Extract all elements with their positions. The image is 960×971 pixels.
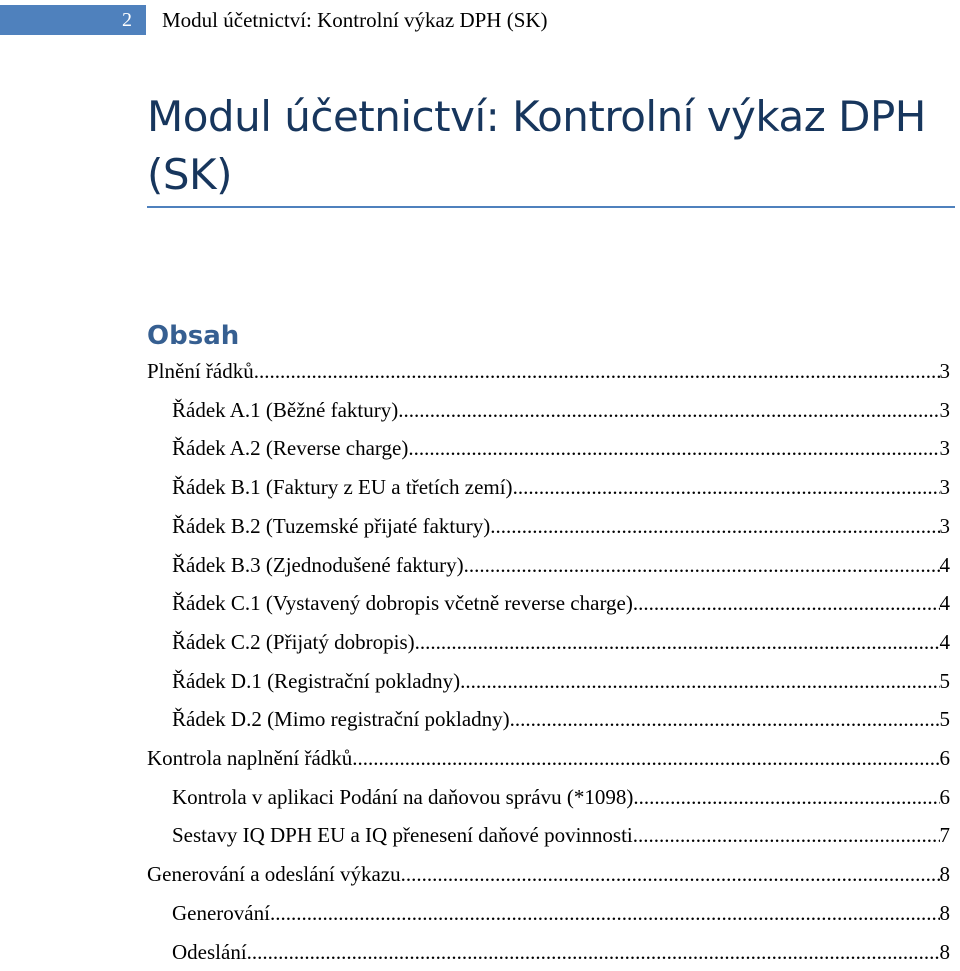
toc-entry-label: Generování a odeslání výkazu [147, 862, 401, 887]
toc-dot-leader [633, 816, 940, 854]
toc-entry[interactable] [172, 429, 950, 467]
toc-entry-page: 3 [939, 436, 950, 461]
toc-entry-page: 3 [939, 397, 950, 422]
toc-dot-leader [460, 662, 939, 700]
toc-entry-page: 8 [939, 862, 950, 887]
toc-dot-leader [510, 700, 940, 738]
toc-entry-label: Sestavy IQ DPH EU a IQ přenesení daňové povinnosti [172, 823, 633, 848]
toc-entry-label: Plnění řádků [147, 359, 254, 383]
toc-entry-page: 4 [939, 629, 950, 654]
toc-entry-page: 4 [939, 552, 950, 577]
toc-entry-page: 3 [939, 359, 950, 383]
toc-dot-leader [408, 429, 939, 467]
toc-entry[interactable] [172, 584, 950, 622]
toc-entry-label: Řádek B.3 (Zjednodušené faktury) [172, 552, 464, 577]
toc-entry-label: Řádek B.1 (Faktury z EU a třetích zemí) [172, 475, 513, 500]
toc-entry[interactable] [172, 662, 950, 700]
toc-entry-label: Řádek A.1 (Běžné faktury) [172, 397, 399, 422]
toc-entry-page: 3 [939, 513, 950, 538]
toc-dot-leader [270, 894, 940, 932]
document-title: Modul účetnictví: Kontrolní výkaz DPH (SK) [147, 92, 926, 199]
toc-dot-leader [633, 778, 939, 816]
toc-entry-label: Řádek D.2 (Mimo registrační pokladny) [172, 707, 510, 732]
toc-entry-page: 5 [939, 668, 950, 693]
toc-heading: Obsah [147, 321, 240, 351]
toc-entry[interactable] [172, 623, 950, 661]
toc-entry[interactable] [172, 700, 950, 738]
toc-entry-page: 6 [939, 746, 950, 770]
toc-dot-leader [464, 546, 940, 584]
toc-dot-leader [398, 391, 939, 429]
toc-entry-page: 4 [939, 591, 950, 616]
toc-entry[interactable] [172, 894, 950, 932]
toc-entry-label: Řádek C.2 (Přijatý dobropis) [172, 629, 415, 654]
toc-dot-leader [247, 933, 940, 971]
toc-entry-page: 3 [939, 475, 950, 500]
toc-entry[interactable] [147, 739, 950, 777]
toc-dot-leader [513, 468, 940, 506]
toc-dot-leader [415, 623, 940, 661]
toc-entry[interactable] [172, 391, 950, 429]
toc-entry[interactable] [147, 352, 950, 390]
toc-entry-label: Řádek B.2 (Tuzemské přijaté faktury) [172, 513, 491, 538]
toc-entry-label: Odeslání [172, 939, 247, 964]
toc-dot-leader [633, 584, 940, 622]
toc-dot-leader [401, 855, 940, 893]
toc-entry-label: Řádek D.1 (Registrační pokladny) [172, 668, 461, 693]
toc-entry-label: Řádek A.2 (Reverse charge) [172, 436, 409, 461]
page-number: 2 [0, 5, 146, 35]
toc-entry-page: 8 [939, 900, 950, 925]
title-divider [147, 206, 955, 208]
toc-entry-page: 8 [939, 939, 950, 964]
toc-entry[interactable] [172, 816, 950, 854]
running-header [0, 5, 960, 35]
toc-dot-leader [254, 352, 940, 390]
toc-entry[interactable] [172, 507, 950, 545]
toc-entry-page: 7 [939, 823, 950, 848]
toc-dot-leader [352, 739, 939, 777]
toc-entry-label: Kontrola v aplikaci Podání na daňovou správu (*1098) [172, 784, 634, 809]
toc-entry[interactable] [147, 855, 950, 893]
toc-entry[interactable] [172, 546, 950, 584]
running-header-title: Modul účetnictví: Kontrolní výkaz DPH (SK) [162, 8, 548, 32]
toc-entry-label: Kontrola naplnění řádků [147, 746, 353, 770]
toc-entry-label: Řádek C.1 (Vystavený dobropis včetně reverse charge) [172, 591, 633, 616]
toc-entry[interactable] [172, 778, 950, 816]
toc-entry-page: 6 [939, 784, 950, 809]
toc-dot-leader [490, 507, 939, 545]
toc-entry[interactable] [172, 468, 950, 506]
toc-entry-label: Generování [172, 900, 270, 925]
toc-entry-page: 5 [939, 707, 950, 732]
toc-entry[interactable] [172, 933, 950, 971]
